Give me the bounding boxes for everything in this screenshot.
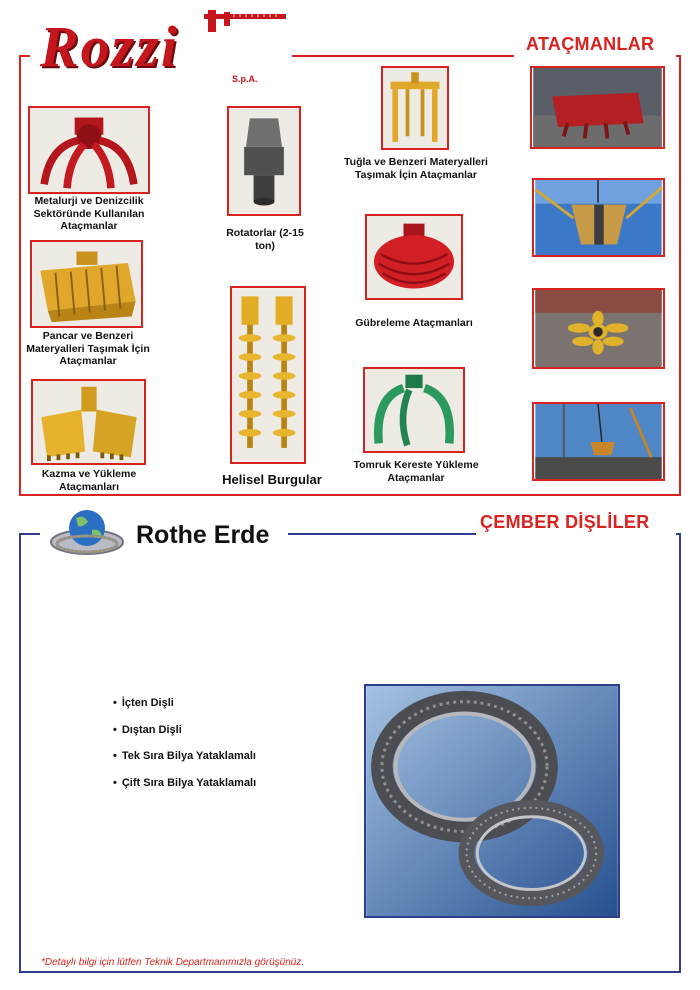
orange-peel-grab-image xyxy=(28,106,150,194)
clamshell-crane-photo xyxy=(532,178,665,257)
attachments-title: ATAÇMANLAR xyxy=(526,34,655,54)
rothe-erde-globe-icon xyxy=(48,504,126,566)
feature-item: • İçten Dişli xyxy=(113,697,256,710)
caliper-icon xyxy=(200,8,290,34)
feature-item: • Tek Sıra Bilya Yataklamalı xyxy=(113,750,256,763)
fertilizer-grab-image xyxy=(365,214,463,300)
scrap-grab-photo xyxy=(530,66,665,149)
footnote: *Detaylı bilgi için lütfen Teknik Departmanımızla görüşünüz. xyxy=(41,957,305,968)
feature-item: • Çift Sıra Bilya Yataklamalı xyxy=(113,777,256,790)
caption-rotators: Rotatorlar (2-15 ton) xyxy=(226,227,304,252)
auger-image xyxy=(230,286,306,464)
log-grapple-image xyxy=(363,367,465,453)
caption-augers: Helisel Burgular xyxy=(222,472,322,487)
caption-digging: Kazma ve Yükleme Ataçmanları xyxy=(41,468,137,493)
caption-logs: Tomruk Kereste Yükleme Ataçmanlar xyxy=(353,459,479,484)
port-crane-photo xyxy=(532,402,665,481)
slewing-ring-photo xyxy=(364,684,620,918)
rozzi-logo-suffix: S.p.A. xyxy=(232,74,258,84)
rotator-image xyxy=(227,106,301,216)
feature-item: • Dıştan Dişli xyxy=(113,724,256,737)
clamshell-bucket-image xyxy=(31,379,146,465)
orange-peel-scrap-photo xyxy=(532,288,665,369)
caption-beet: Pancar ve Benzeri Materyalleri Taşımak İçin Ataçmanlar xyxy=(26,330,150,367)
beet-bucket-image xyxy=(30,240,143,328)
slewing-rings-title: ÇEMBER DİŞLİLER xyxy=(480,512,650,532)
brick-clamp-image xyxy=(381,66,449,150)
caption-metallurgy: Metalurji ve Denizcilik Sektöründe Kullanılan Ataçmanlar xyxy=(33,195,145,232)
rozzi-logo: Rozzi xyxy=(40,14,179,79)
caption-fertilizer: Gübreleme Ataçmanları xyxy=(355,317,473,329)
feature-list xyxy=(113,697,256,803)
caption-brick: Tuğla ve Benzeri Materyalleri Taşımak İçin Ataçmanlar xyxy=(344,156,488,181)
rothe-erde-brand: Rothe Erde xyxy=(136,521,270,549)
